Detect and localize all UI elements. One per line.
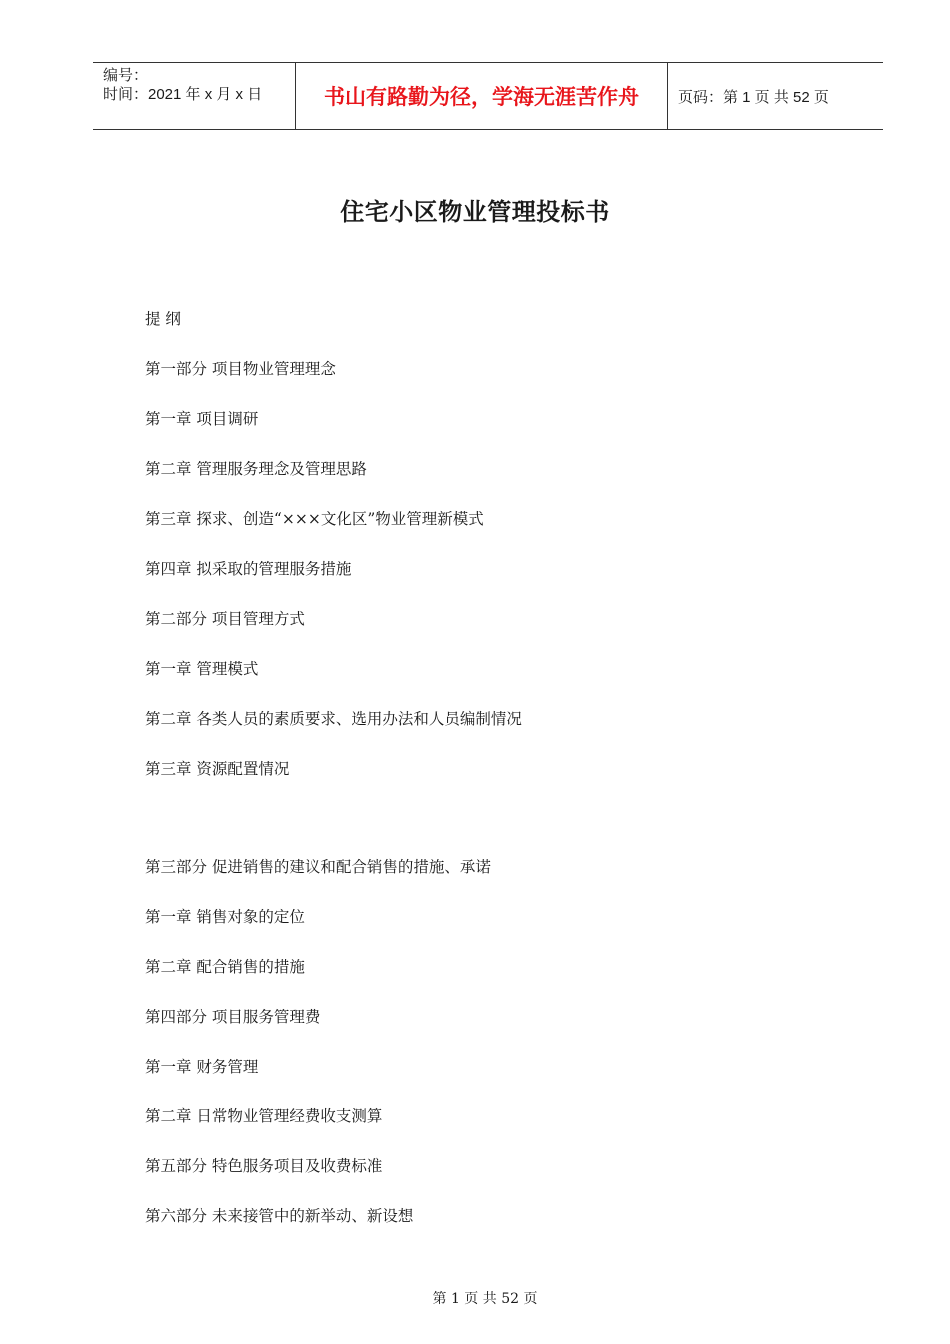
outline-item: 第二章 管理服务理念及管理思路	[145, 460, 367, 478]
outline-item: 第三章 资源配置情况	[145, 760, 290, 778]
header-meta-cell	[93, 63, 295, 129]
outline-item: 第六部分 未来接管中的新举动、新设想	[145, 1207, 414, 1225]
outline-item: 第四章 拟采取的管理服务措施	[145, 560, 352, 578]
outline-item: 第一章 销售对象的定位	[145, 908, 305, 926]
document-title: 住宅小区物业管理投标书	[340, 198, 610, 226]
outline-item: 第一章 项目调研	[145, 410, 259, 428]
outline-item: 第二章 各类人员的素质要求、选用办法和人员编制情况	[145, 710, 522, 728]
outline-item: 第二部分 项目管理方式	[145, 610, 305, 628]
outline-item: 第一章 财务管理	[145, 1058, 259, 1076]
outline-heading: 提 纲	[145, 310, 181, 328]
outline-item: 第一部分 项目物业管理理念	[145, 360, 336, 378]
outline-item: 第二章 日常物业管理经费收支测算	[145, 1107, 383, 1125]
page-footer: 第 1 页 共 52 页	[432, 1291, 538, 1307]
outline-item: 第二章 配合销售的措施	[145, 958, 305, 976]
header-motto-cell	[295, 63, 668, 129]
motto-text: 书山有路勤为径，学海无涯苦作舟	[324, 85, 639, 109]
outline-item: 第三章 探求、创造“×××文化区”物业管理新模式	[145, 510, 484, 528]
document-header	[93, 62, 883, 130]
outline-item: 第四部分 项目服务管理费	[145, 1008, 321, 1026]
page-code: 页码：第 1 页 共 52 页	[678, 88, 829, 106]
outline-item: 第一章 管理模式	[145, 660, 259, 678]
time-label: 时间：2021 年 x 月 x 日	[103, 86, 263, 103]
outline-item: 第五部分 特色服务项目及收费标准	[145, 1157, 383, 1175]
outline-item: 第三部分 促进销售的建议和配合销售的措施、承诺	[145, 858, 491, 876]
code-label: 编号：	[103, 67, 149, 84]
header-page-cell	[668, 63, 883, 129]
